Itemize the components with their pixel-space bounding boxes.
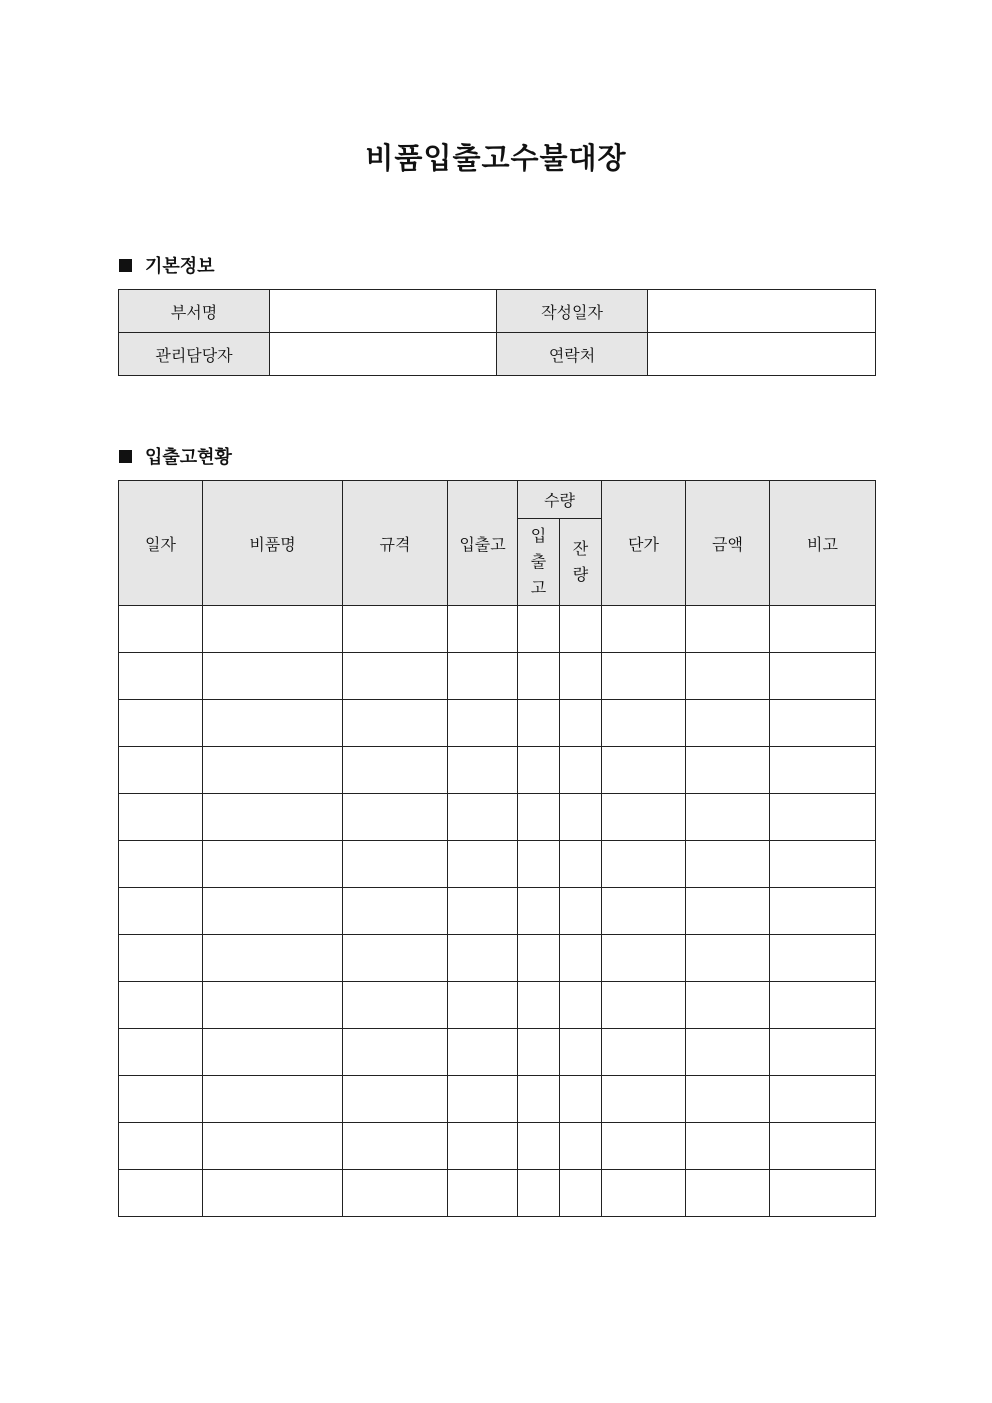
cell-remarks[interactable] — [770, 1029, 876, 1076]
cell-qty-in-out[interactable] — [518, 1170, 560, 1217]
cell-unit-price[interactable] — [602, 1029, 686, 1076]
cell-amount[interactable] — [686, 982, 770, 1029]
cell-unit-price[interactable] — [602, 653, 686, 700]
cell-qty-remaining[interactable] — [560, 982, 602, 1029]
cell-unit-price[interactable] — [602, 1076, 686, 1123]
contact-field[interactable] — [648, 333, 876, 376]
cell-qty-remaining[interactable] — [560, 700, 602, 747]
cell-qty-in-out[interactable] — [518, 700, 560, 747]
cell-qty-in-out[interactable] — [518, 1029, 560, 1076]
cell-unit-price[interactable] — [602, 888, 686, 935]
cell-qty-remaining[interactable] — [560, 888, 602, 935]
square-bullet-icon — [119, 450, 132, 463]
cell-in-out[interactable] — [448, 606, 518, 653]
cell-qty-in-out[interactable] — [518, 1076, 560, 1123]
ledger-header-row — [119, 481, 876, 519]
date-field[interactable] — [648, 290, 876, 333]
cell-remarks[interactable] — [770, 841, 876, 888]
manager-label: 관리담당자 — [119, 333, 270, 376]
table-row — [119, 747, 876, 794]
cell-in-out[interactable] — [448, 700, 518, 747]
cell-amount[interactable] — [686, 794, 770, 841]
cell-spec[interactable] — [343, 794, 448, 841]
table-row — [119, 653, 876, 700]
cell-amount[interactable] — [686, 1170, 770, 1217]
cell-date[interactable] — [119, 653, 203, 700]
cell-qty-remaining[interactable] — [560, 935, 602, 982]
cell-item-name[interactable] — [203, 653, 343, 700]
cell-qty-in-out[interactable] — [518, 606, 560, 653]
cell-unit-price[interactable] — [602, 747, 686, 794]
cell-in-out[interactable] — [448, 1170, 518, 1217]
cell-amount[interactable] — [686, 606, 770, 653]
square-bullet-icon — [119, 259, 132, 272]
cell-qty-in-out[interactable] — [518, 653, 560, 700]
cell-unit-price[interactable] — [602, 982, 686, 1029]
table-row — [119, 606, 876, 653]
cell-remarks[interactable] — [770, 1170, 876, 1217]
cell-amount[interactable] — [686, 935, 770, 982]
cell-qty-in-out[interactable] — [518, 1123, 560, 1170]
cell-remarks[interactable] — [770, 700, 876, 747]
table-row — [119, 794, 876, 841]
ledger-table — [118, 480, 876, 1217]
cell-spec[interactable] — [343, 1170, 448, 1217]
cell-date[interactable] — [119, 1123, 203, 1170]
cell-amount[interactable] — [686, 841, 770, 888]
header-item-name: 비품명 — [203, 481, 343, 606]
basic-info-heading — [119, 252, 215, 278]
cell-date[interactable] — [119, 982, 203, 1029]
cell-remarks[interactable] — [770, 982, 876, 1029]
table-row — [119, 1123, 876, 1170]
date-label: 작성일자 — [497, 290, 648, 333]
manager-field[interactable] — [270, 333, 497, 376]
cell-item-name[interactable] — [203, 888, 343, 935]
cell-spec[interactable] — [343, 841, 448, 888]
cell-item-name[interactable] — [203, 935, 343, 982]
cell-amount[interactable] — [686, 888, 770, 935]
cell-remarks[interactable] — [770, 747, 876, 794]
cell-qty-remaining[interactable] — [560, 653, 602, 700]
cell-item-name[interactable] — [203, 1029, 343, 1076]
cell-qty-remaining[interactable] — [560, 1123, 602, 1170]
cell-date[interactable] — [119, 1170, 203, 1217]
cell-item-name[interactable] — [203, 700, 343, 747]
cell-date[interactable] — [119, 606, 203, 653]
cell-item-name[interactable] — [203, 1170, 343, 1217]
cell-date[interactable] — [119, 841, 203, 888]
cell-remarks[interactable] — [770, 794, 876, 841]
header-amount: 금액 — [686, 481, 770, 606]
cell-item-name[interactable] — [203, 841, 343, 888]
header-spec: 규격 — [343, 481, 448, 606]
cell-date[interactable] — [119, 794, 203, 841]
table-row — [119, 1076, 876, 1123]
cell-qty-remaining[interactable] — [560, 1170, 602, 1217]
cell-amount[interactable] — [686, 653, 770, 700]
cell-date[interactable] — [119, 1029, 203, 1076]
header-qty-in-out-cell — [518, 519, 560, 606]
cell-remarks[interactable] — [770, 935, 876, 982]
cell-in-out[interactable] — [448, 794, 518, 841]
cell-in-out[interactable] — [448, 935, 518, 982]
header-remarks: 비고 — [770, 481, 876, 606]
table-row — [119, 982, 876, 1029]
cell-item-name[interactable] — [203, 1123, 343, 1170]
cell-remarks[interactable] — [770, 1076, 876, 1123]
cell-in-out[interactable] — [448, 653, 518, 700]
cell-in-out[interactable] — [448, 1076, 518, 1123]
cell-amount[interactable] — [686, 1029, 770, 1076]
cell-spec[interactable] — [343, 982, 448, 1029]
cell-qty-remaining[interactable] — [560, 1029, 602, 1076]
cell-spec[interactable] — [343, 653, 448, 700]
table-row — [119, 888, 876, 935]
cell-spec[interactable] — [343, 935, 448, 982]
contact-label: 연락처 — [497, 333, 648, 376]
cell-item-name[interactable] — [203, 606, 343, 653]
cell-spec[interactable] — [343, 1076, 448, 1123]
cell-item-name[interactable] — [203, 982, 343, 1029]
cell-qty-in-out[interactable] — [518, 982, 560, 1029]
cell-spec[interactable] — [343, 888, 448, 935]
cell-unit-price[interactable] — [602, 1123, 686, 1170]
cell-qty-in-out[interactable] — [518, 935, 560, 982]
cell-date[interactable] — [119, 935, 203, 982]
cell-unit-price[interactable] — [602, 700, 686, 747]
table-row — [119, 700, 876, 747]
cell-item-name[interactable] — [203, 747, 343, 794]
cell-date[interactable] — [119, 888, 203, 935]
cell-date[interactable] — [119, 700, 203, 747]
ledger-heading — [119, 443, 232, 469]
cell-in-out[interactable] — [448, 1029, 518, 1076]
cell-spec[interactable] — [343, 606, 448, 653]
header-quantity: 수량 — [518, 481, 602, 519]
table-row — [119, 1170, 876, 1217]
cell-in-out[interactable] — [448, 1123, 518, 1170]
basic-info-table — [118, 289, 876, 376]
header-qty-remaining: 잔량 — [572, 539, 589, 584]
cell-spec[interactable] — [343, 1123, 448, 1170]
header-in-out: 입출고 — [448, 481, 518, 606]
ledger-heading-text: 입출고현황 — [145, 447, 232, 468]
cell-remarks[interactable] — [770, 606, 876, 653]
cell-qty-remaining[interactable] — [560, 1076, 602, 1123]
cell-amount[interactable] — [686, 700, 770, 747]
header-qty-remaining-cell — [560, 519, 602, 606]
department-field[interactable] — [270, 290, 497, 333]
cell-remarks[interactable] — [770, 1123, 876, 1170]
header-date: 일자 — [119, 481, 203, 606]
cell-unit-price[interactable] — [602, 1170, 686, 1217]
ledger-body — [119, 606, 876, 1217]
basic-info-row — [119, 290, 876, 333]
document-title: 비품입출고수불대장 — [365, 141, 627, 175]
cell-qty-in-out[interactable] — [518, 841, 560, 888]
cell-unit-price[interactable] — [602, 794, 686, 841]
basic-info-heading-text: 기본정보 — [145, 256, 215, 277]
cell-unit-price[interactable] — [602, 935, 686, 982]
cell-unit-price[interactable] — [602, 606, 686, 653]
table-row — [119, 1029, 876, 1076]
table-row — [119, 935, 876, 982]
header-qty-in-out: 입출고 — [530, 526, 547, 597]
cell-amount[interactable] — [686, 1123, 770, 1170]
cell-date[interactable] — [119, 1076, 203, 1123]
cell-qty-remaining[interactable] — [560, 841, 602, 888]
cell-qty-in-out[interactable] — [518, 888, 560, 935]
cell-in-out[interactable] — [448, 841, 518, 888]
cell-amount[interactable] — [686, 747, 770, 794]
table-row — [119, 841, 876, 888]
cell-qty-remaining[interactable] — [560, 794, 602, 841]
cell-spec[interactable] — [343, 747, 448, 794]
cell-remarks[interactable] — [770, 653, 876, 700]
cell-in-out[interactable] — [448, 747, 518, 794]
cell-unit-price[interactable] — [602, 841, 686, 888]
cell-item-name[interactable] — [203, 794, 343, 841]
cell-qty-remaining[interactable] — [560, 606, 602, 653]
cell-spec[interactable] — [343, 700, 448, 747]
cell-in-out[interactable] — [448, 888, 518, 935]
cell-spec[interactable] — [343, 1029, 448, 1076]
cell-qty-remaining[interactable] — [560, 747, 602, 794]
cell-date[interactable] — [119, 747, 203, 794]
basic-info-row — [119, 333, 876, 376]
cell-remarks[interactable] — [770, 888, 876, 935]
department-label: 부서명 — [119, 290, 270, 333]
cell-in-out[interactable] — [448, 982, 518, 1029]
header-unit-price: 단가 — [602, 481, 686, 606]
cell-amount[interactable] — [686, 1076, 770, 1123]
cell-qty-in-out[interactable] — [518, 747, 560, 794]
cell-item-name[interactable] — [203, 1076, 343, 1123]
cell-qty-in-out[interactable] — [518, 794, 560, 841]
